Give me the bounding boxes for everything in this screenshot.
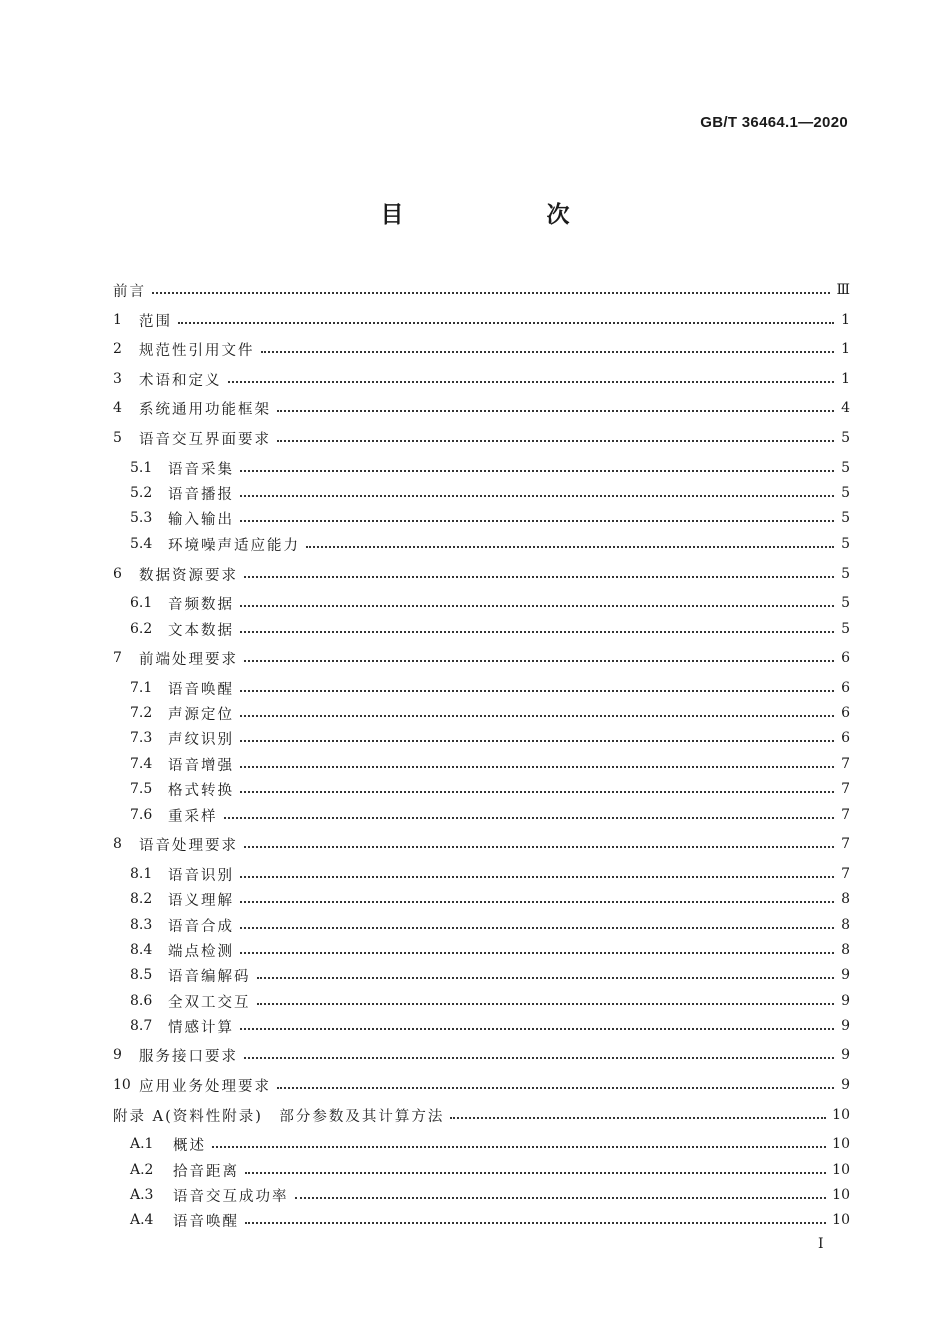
toc-leader-dots bbox=[240, 939, 834, 961]
toc-entry-title: 规范性引用文件 bbox=[139, 342, 255, 359]
toc-entry-page: 5 bbox=[841, 460, 850, 476]
toc-entry-number: A.3 bbox=[130, 1187, 154, 1203]
toc-entry[interactable] bbox=[113, 677, 850, 699]
toc-entry-title: 前端处理要求 bbox=[139, 651, 238, 668]
toc-entry-title: 服务接口要求 bbox=[139, 1048, 238, 1065]
toc-entry-title: 语义理解 bbox=[168, 892, 234, 909]
toc-entry-number: 5 bbox=[113, 430, 122, 446]
toc-entry[interactable] bbox=[113, 1104, 850, 1126]
toc-entry[interactable] bbox=[113, 1159, 850, 1181]
toc-entry-number: 7.2 bbox=[130, 705, 153, 721]
toc-entry-number: 8 bbox=[113, 836, 122, 852]
toc-entry-title: 格式转换 bbox=[168, 782, 234, 799]
toc-entry-title: 概述 bbox=[173, 1137, 206, 1154]
toc-entry[interactable] bbox=[113, 397, 850, 419]
toc-leader-dots bbox=[240, 702, 834, 724]
toc-leader-dots bbox=[277, 427, 834, 449]
toc-entry[interactable] bbox=[113, 1209, 850, 1231]
toc-leader-dots bbox=[240, 914, 834, 936]
toc-leader-dots bbox=[245, 1159, 826, 1181]
toc-entry-number: 6.1 bbox=[130, 595, 153, 611]
toc-entry-page: 5 bbox=[841, 430, 850, 446]
standard-code: GB/T 36464.1—2020 bbox=[700, 114, 848, 131]
toc-leader-dots bbox=[240, 507, 834, 529]
toc-entry-page: 8 bbox=[841, 891, 850, 907]
toc-entry-number: 8.1 bbox=[130, 866, 153, 882]
table-of-contents bbox=[113, 0, 850, 1344]
toc-entry-title: 输入输出 bbox=[168, 511, 234, 528]
toc-entry-title: 文本数据 bbox=[168, 622, 234, 639]
toc-leader-dots bbox=[240, 753, 834, 775]
toc-entry[interactable] bbox=[113, 279, 850, 301]
toc-entry-title: 语音合成 bbox=[168, 918, 234, 935]
toc-leader-dots bbox=[240, 1015, 834, 1037]
toc-entry-page: 5 bbox=[841, 621, 850, 637]
toc-leader-dots bbox=[244, 1044, 834, 1066]
toc-entry[interactable] bbox=[113, 309, 850, 331]
toc-entry-page: 9 bbox=[841, 967, 850, 983]
toc-leader-dots bbox=[240, 888, 834, 910]
toc-entry-title: 环境噪声适应能力 bbox=[168, 537, 300, 554]
toc-entry-number: 7.5 bbox=[130, 781, 153, 797]
toc-entry-title: 情感计算 bbox=[168, 1019, 234, 1036]
toc-entry-page: 10 bbox=[832, 1107, 850, 1123]
toc-leader-dots bbox=[240, 778, 834, 800]
toc-entry-page: 6 bbox=[841, 705, 850, 721]
toc-entry-page: 9 bbox=[841, 1018, 850, 1034]
toc-entry-page: 7 bbox=[841, 781, 850, 797]
toc-entry-title: 语音唤醒 bbox=[173, 1213, 239, 1230]
toc-entry-number: 7.4 bbox=[130, 756, 153, 772]
toc-entry[interactable] bbox=[113, 618, 850, 640]
toc-leader-dots bbox=[212, 1133, 826, 1155]
toc-entry[interactable] bbox=[113, 727, 850, 749]
toc-entry-number: 7.6 bbox=[130, 807, 153, 823]
toc-entry-page: 1 bbox=[841, 371, 850, 387]
toc-entry-number: 5.2 bbox=[130, 485, 153, 501]
toc-entry-number: 6.2 bbox=[130, 621, 153, 637]
toc-entry-number: 6 bbox=[113, 566, 122, 582]
toc-entry-title: 全双工交互 bbox=[168, 994, 251, 1011]
toc-entry-page: 5 bbox=[841, 566, 850, 582]
toc-entry-title: 语音编解码 bbox=[168, 968, 251, 985]
toc-entry-title: 数据资源要求 bbox=[139, 567, 238, 584]
toc-entry[interactable] bbox=[113, 939, 850, 961]
toc-entry-title: 语音识别 bbox=[168, 867, 234, 884]
toc-entry-title: 语音交互界面要求 bbox=[139, 431, 271, 448]
toc-entry-number: 3 bbox=[113, 371, 122, 387]
toc-entry[interactable] bbox=[113, 964, 850, 986]
toc-entry-page: 6 bbox=[841, 650, 850, 666]
toc-entry[interactable] bbox=[113, 507, 850, 529]
toc-entry-number: 9 bbox=[113, 1047, 122, 1063]
toc-entry-number: 8.4 bbox=[130, 942, 153, 958]
toc-leader-dots bbox=[306, 533, 834, 555]
toc-entry[interactable] bbox=[113, 647, 850, 669]
toc-entry[interactable] bbox=[113, 1184, 850, 1206]
toc-entry-page: 6 bbox=[841, 680, 850, 696]
page-title: 目 次 bbox=[380, 201, 630, 228]
toc-entry-page: 8 bbox=[841, 917, 850, 933]
page-number: I bbox=[818, 1236, 824, 1252]
toc-entry-title: 附录 A(资料性附录) 部分参数及其计算方法 bbox=[113, 1108, 445, 1125]
toc-entry-number: A.1 bbox=[130, 1136, 154, 1152]
toc-entry-title: 语音采集 bbox=[168, 461, 234, 478]
toc-entry-title: 语音交互成功率 bbox=[173, 1188, 289, 1205]
toc-entry-number: 2 bbox=[113, 341, 122, 357]
toc-entry[interactable] bbox=[113, 863, 850, 885]
toc-entry[interactable] bbox=[113, 1133, 850, 1155]
toc-entry-title: 重采样 bbox=[168, 808, 218, 825]
toc-entry-page: Ⅲ bbox=[836, 282, 850, 298]
toc-entry-page: 5 bbox=[841, 510, 850, 526]
toc-entry-page: 8 bbox=[841, 942, 850, 958]
toc-entry[interactable] bbox=[113, 427, 850, 449]
toc-entry-title: 声纹识别 bbox=[168, 731, 234, 748]
toc-entry-page: 5 bbox=[841, 485, 850, 501]
toc-entry-title: 语音唤醒 bbox=[168, 681, 234, 698]
toc-entry[interactable] bbox=[113, 990, 850, 1012]
toc-entry-number: 8.2 bbox=[130, 891, 153, 907]
toc-entry[interactable] bbox=[113, 1044, 850, 1066]
toc-entry-number: 5.3 bbox=[130, 510, 153, 526]
toc-leader-dots bbox=[240, 863, 834, 885]
toc-entry-title: 范围 bbox=[139, 313, 172, 330]
toc-leader-dots bbox=[152, 279, 830, 301]
toc-entry-number: 8.7 bbox=[130, 1018, 153, 1034]
toc-entry-page: 7 bbox=[841, 836, 850, 852]
toc-entry-title: 系统通用功能框架 bbox=[139, 401, 271, 418]
toc-entry-number: 5.4 bbox=[130, 536, 153, 552]
toc-entry[interactable] bbox=[113, 778, 850, 800]
toc-entry[interactable] bbox=[113, 804, 850, 826]
toc-leader-dots bbox=[224, 804, 835, 826]
toc-leader-dots bbox=[240, 618, 834, 640]
toc-entry-number: A.2 bbox=[130, 1162, 154, 1178]
toc-leader-dots bbox=[244, 647, 834, 669]
toc-entry-title: 术语和定义 bbox=[139, 372, 222, 389]
toc-entry-number: 5.1 bbox=[130, 460, 153, 476]
toc-entry-page: 9 bbox=[841, 1047, 850, 1063]
toc-leader-dots bbox=[240, 592, 834, 614]
toc-leader-dots bbox=[245, 1209, 826, 1231]
toc-entry-number: 7.1 bbox=[130, 680, 153, 696]
toc-leader-dots bbox=[240, 727, 834, 749]
toc-entry[interactable] bbox=[113, 592, 850, 614]
toc-entry[interactable] bbox=[113, 833, 850, 855]
toc-entry-title: 拾音距离 bbox=[173, 1163, 239, 1180]
toc-entry-page: 10 bbox=[832, 1187, 850, 1203]
toc-entry[interactable] bbox=[113, 482, 850, 504]
toc-leader-dots bbox=[277, 397, 834, 419]
toc-entry-number: 4 bbox=[113, 400, 122, 416]
toc-entry-page: 5 bbox=[841, 536, 850, 552]
toc-leader-dots bbox=[257, 990, 835, 1012]
toc-entry-title: 前言 bbox=[113, 283, 146, 300]
toc-entry-title: 语音处理要求 bbox=[139, 837, 238, 854]
toc-leader-dots bbox=[244, 563, 834, 585]
toc-entry[interactable] bbox=[113, 338, 850, 360]
toc-entry-page: 4 bbox=[841, 400, 850, 416]
toc-entry-number: 1 bbox=[113, 312, 122, 328]
toc-entry[interactable] bbox=[113, 1074, 850, 1096]
toc-entry[interactable] bbox=[113, 533, 850, 555]
toc-leader-dots bbox=[295, 1184, 827, 1206]
toc-entry-number: 8.5 bbox=[130, 967, 153, 983]
toc-entry-page: 6 bbox=[841, 730, 850, 746]
toc-leader-dots bbox=[257, 964, 835, 986]
toc-entry[interactable] bbox=[113, 702, 850, 724]
toc-entry-title: 音频数据 bbox=[168, 596, 234, 613]
toc-entry-page: 1 bbox=[841, 341, 850, 357]
toc-entry-title: 端点检测 bbox=[168, 943, 234, 960]
toc-leader-dots bbox=[240, 457, 834, 479]
toc-entry-title: 语音增强 bbox=[168, 757, 234, 774]
toc-entry[interactable] bbox=[113, 888, 850, 910]
toc-leader-dots bbox=[228, 368, 835, 390]
toc-leader-dots bbox=[261, 338, 835, 360]
toc-leader-dots bbox=[178, 309, 834, 331]
toc-entry-title: 应用业务处理要求 bbox=[139, 1078, 271, 1095]
toc-entry-number: 8.3 bbox=[130, 917, 153, 933]
toc-leader-dots bbox=[244, 833, 834, 855]
toc-entry-page: 10 bbox=[832, 1162, 850, 1178]
toc-entry-number: A.4 bbox=[130, 1212, 154, 1228]
toc-entry-page: 7 bbox=[841, 866, 850, 882]
toc-entry[interactable] bbox=[113, 563, 850, 585]
toc-entry-page: 10 bbox=[832, 1212, 850, 1228]
toc-leader-dots bbox=[277, 1074, 834, 1096]
toc-entry-number: 7.3 bbox=[130, 730, 153, 746]
toc-entry[interactable] bbox=[113, 1015, 850, 1037]
toc-entry-page: 9 bbox=[841, 1077, 850, 1093]
toc-entry-number: 7 bbox=[113, 650, 122, 666]
toc-leader-dots bbox=[240, 482, 834, 504]
toc-entry-title: 语音播报 bbox=[168, 486, 234, 503]
toc-entry-page: 7 bbox=[841, 807, 850, 823]
toc-entry[interactable] bbox=[113, 753, 850, 775]
toc-entry-title: 声源定位 bbox=[168, 706, 234, 723]
toc-entry[interactable] bbox=[113, 914, 850, 936]
toc-entry-page: 1 bbox=[841, 312, 850, 328]
toc-entry[interactable] bbox=[113, 457, 850, 479]
toc-entry[interactable] bbox=[113, 368, 850, 390]
toc-entry-page: 9 bbox=[841, 993, 850, 1009]
toc-leader-dots bbox=[450, 1104, 826, 1126]
toc-leader-dots bbox=[240, 677, 834, 699]
toc-entry-page: 5 bbox=[841, 595, 850, 611]
toc-entry-number: 10 bbox=[113, 1077, 131, 1093]
toc-entry-number: 8.6 bbox=[130, 993, 153, 1009]
toc-entry-page: 10 bbox=[832, 1136, 850, 1152]
toc-entry-page: 7 bbox=[841, 756, 850, 772]
